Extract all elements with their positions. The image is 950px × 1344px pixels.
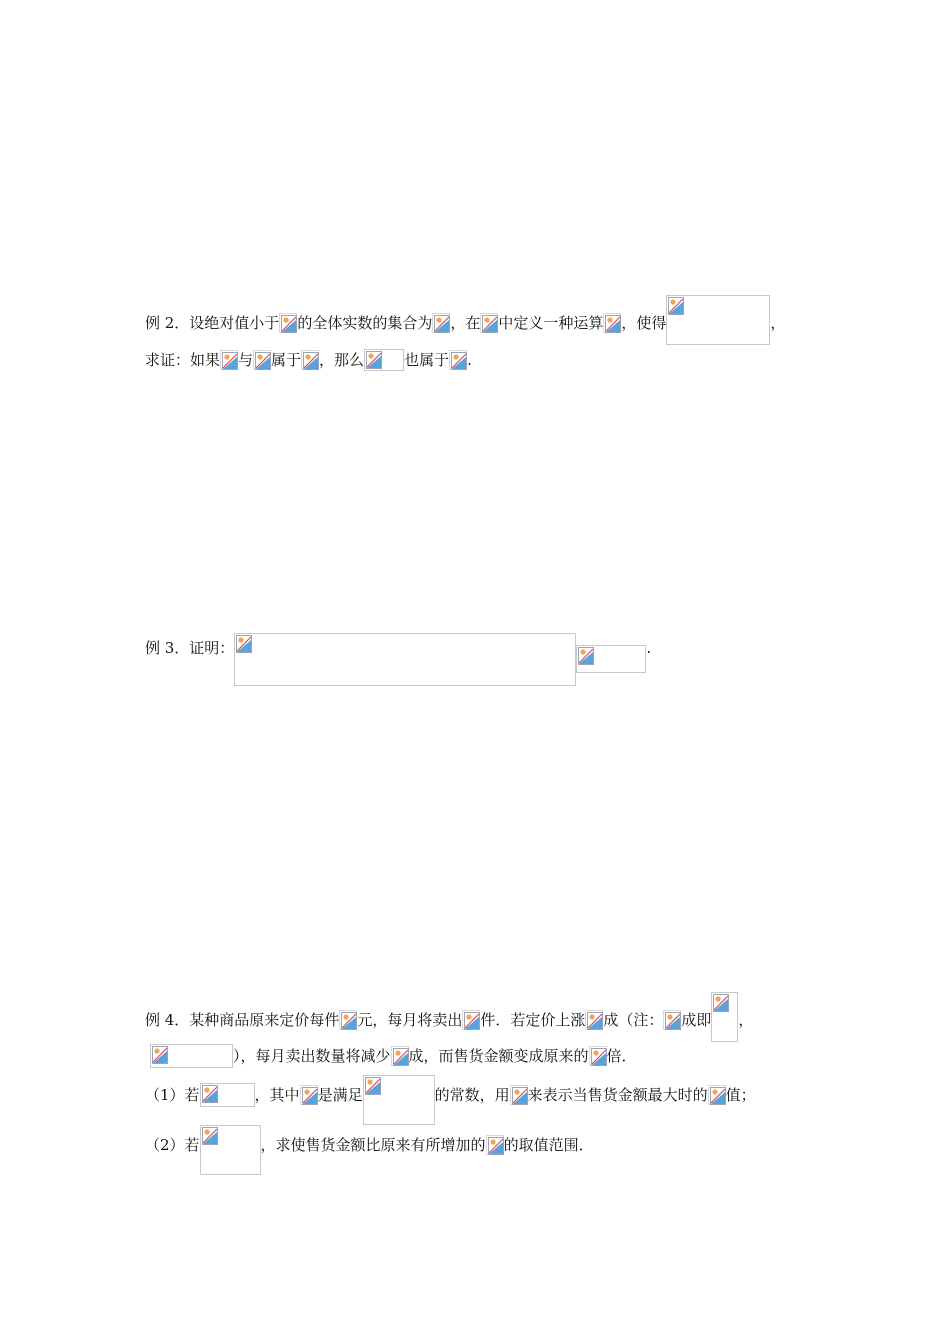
text: ， xyxy=(770,314,786,332)
broken-image-icon xyxy=(512,1087,528,1105)
formula-image xyxy=(449,350,467,370)
text: 成即 xyxy=(681,1011,712,1029)
broken-image-icon xyxy=(222,352,238,370)
broken-image-icon xyxy=(434,315,450,333)
text: 成，而售货金额变成原来的 xyxy=(408,1047,589,1065)
broken-image-icon xyxy=(605,315,621,333)
text: . xyxy=(467,351,472,369)
formula-image xyxy=(301,350,319,370)
broken-image-icon xyxy=(393,1048,409,1066)
text: 的取值范围． xyxy=(503,1136,594,1154)
text: 求证：如果 xyxy=(145,351,221,369)
text: 的全体实数的集合为 xyxy=(297,314,433,332)
formula-image xyxy=(339,1010,357,1030)
broken-image-icon xyxy=(668,297,684,315)
text: ，那么 xyxy=(319,351,365,369)
broken-image-icon xyxy=(366,351,382,369)
formula-image xyxy=(300,1085,318,1105)
text: . xyxy=(646,639,652,657)
text: （2）若 xyxy=(145,1136,200,1154)
formula-image xyxy=(253,350,271,370)
ex2-line2 xyxy=(145,345,472,375)
formula-image xyxy=(510,1085,528,1105)
text: 件．若定价上涨 xyxy=(480,1011,586,1029)
broken-image-icon xyxy=(255,352,271,370)
broken-image-icon xyxy=(488,1137,504,1155)
formula-image xyxy=(200,1125,261,1175)
text: 例 3．证明： xyxy=(145,639,235,657)
broken-image-icon xyxy=(578,647,594,665)
text: 中定义一种运算 xyxy=(498,314,604,332)
ex4-line4 xyxy=(145,1130,594,1160)
formula-image xyxy=(363,1075,435,1125)
text: （1）若 xyxy=(145,1086,200,1104)
formula-image xyxy=(432,313,450,333)
text: 倍． xyxy=(606,1047,637,1065)
broken-image-icon xyxy=(464,1012,480,1030)
text: 也属于 xyxy=(404,351,450,369)
broken-image-icon xyxy=(202,1127,218,1145)
text: ，使得 xyxy=(621,314,667,332)
broken-image-icon xyxy=(591,1048,607,1066)
broken-image-icon xyxy=(302,1087,318,1105)
formula-image xyxy=(220,350,238,370)
formula-image xyxy=(234,633,576,686)
broken-image-icon xyxy=(710,1087,726,1105)
text: 元，每月将卖出 xyxy=(357,1011,463,1029)
text: ），每月卖出数量将减少 xyxy=(233,1047,391,1065)
text: 例 2．设绝对值小于 xyxy=(145,314,280,332)
broken-image-icon xyxy=(665,1012,681,1030)
broken-image-icon xyxy=(482,315,498,333)
broken-image-icon xyxy=(365,1077,381,1095)
broken-image-icon xyxy=(303,352,319,370)
formula-image xyxy=(589,1046,607,1066)
ex4-line3 xyxy=(145,1080,756,1110)
formula-image xyxy=(279,313,297,333)
broken-image-icon xyxy=(451,352,467,370)
broken-image-icon xyxy=(202,1085,218,1103)
broken-image-icon xyxy=(587,1012,603,1030)
text: 来表示当售货金额最大时的 xyxy=(527,1086,708,1104)
formula-image xyxy=(486,1135,504,1155)
ex2-line1 xyxy=(145,308,785,338)
formula-image xyxy=(576,645,646,673)
ex3-line xyxy=(145,633,651,663)
formula-image xyxy=(585,1010,603,1030)
text: 的常数，用 xyxy=(434,1086,510,1104)
formula-image xyxy=(462,1010,480,1030)
broken-image-icon xyxy=(281,315,297,333)
ex4-line1 xyxy=(145,1005,753,1035)
formula-image xyxy=(364,349,404,371)
formula-image xyxy=(711,992,738,1042)
formula-image xyxy=(391,1046,409,1066)
formula-image xyxy=(708,1085,726,1105)
text: ，求使售货金额比原来有所增加的 xyxy=(260,1136,486,1154)
formula-image xyxy=(663,1010,681,1030)
ex4-line2 xyxy=(150,1041,637,1071)
text: 与 xyxy=(238,351,254,369)
formula-image xyxy=(480,313,498,333)
text: 是满足 xyxy=(317,1086,363,1104)
text: 成（注： xyxy=(603,1011,664,1029)
broken-image-icon xyxy=(152,1046,168,1064)
broken-image-icon xyxy=(341,1012,357,1030)
text: ， xyxy=(738,1011,754,1029)
broken-image-icon xyxy=(713,994,729,1012)
formula-image xyxy=(150,1044,233,1068)
text: ，其中 xyxy=(254,1086,300,1104)
broken-image-icon xyxy=(236,635,252,653)
formula-image xyxy=(603,313,621,333)
text: 值； xyxy=(725,1086,756,1104)
text: 属于 xyxy=(271,351,302,369)
formula-image xyxy=(666,295,770,345)
formula-image xyxy=(200,1083,255,1107)
text: 例 4．某种商品原来定价每件 xyxy=(145,1011,340,1029)
text: ，在 xyxy=(450,314,481,332)
